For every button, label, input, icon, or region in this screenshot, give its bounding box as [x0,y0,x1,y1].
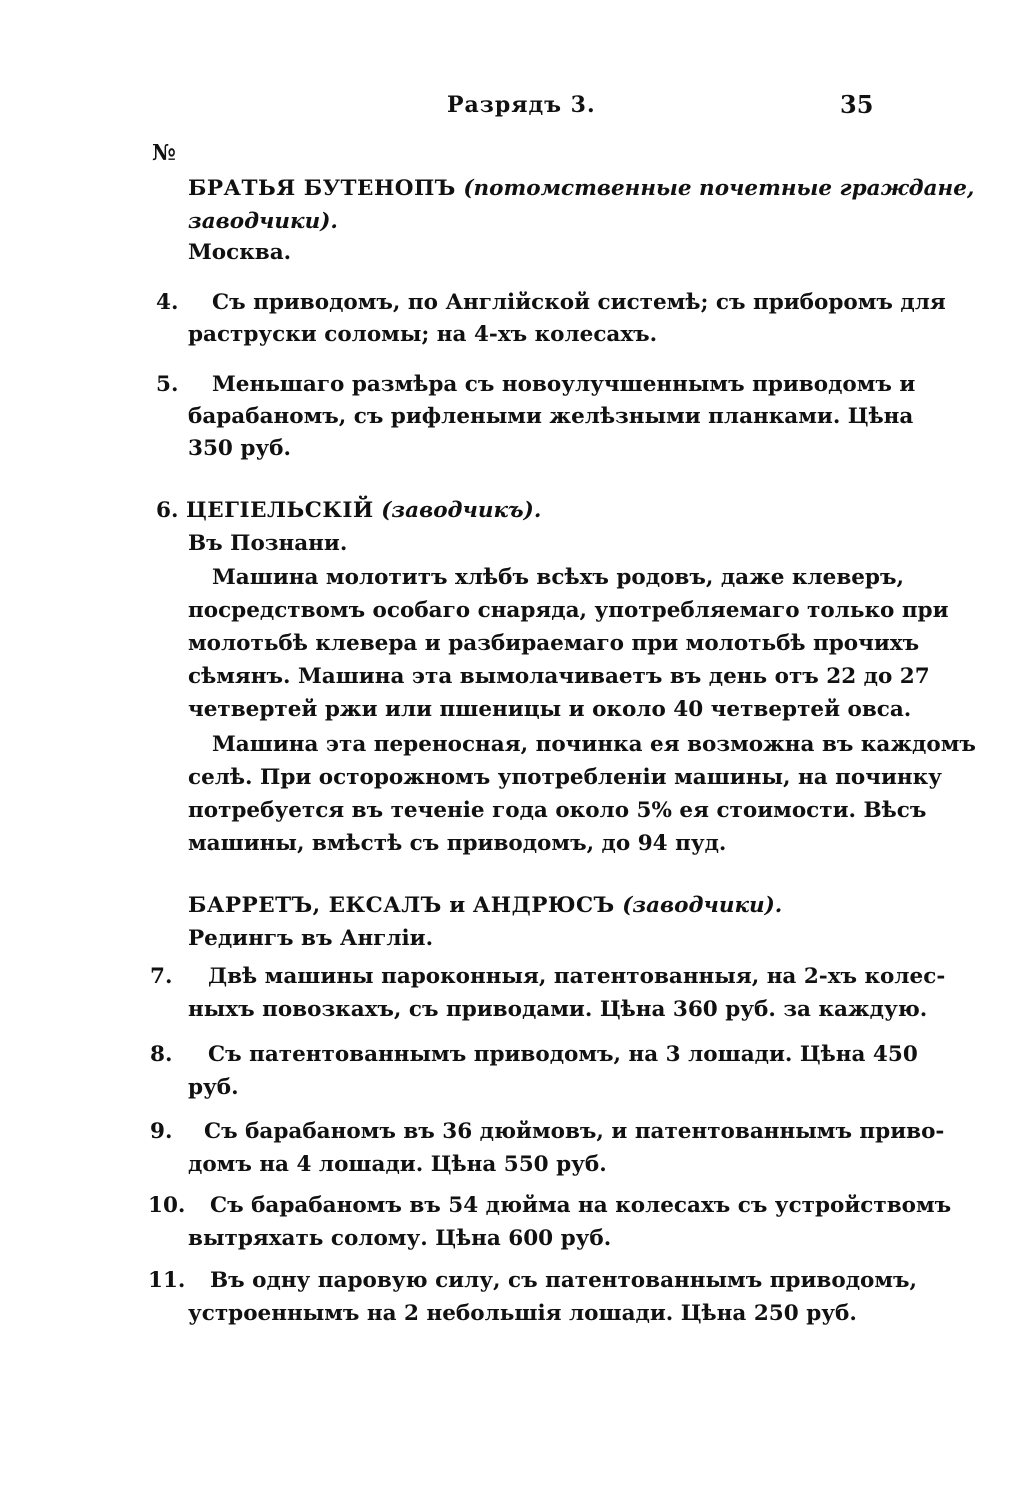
exhibitor-name: ЦЕГІЕЛЬСКІЙ [186,498,374,523]
item-text-line: Съ барабаномъ въ 54 дюйма на колесахъ съ устройствомъ [210,1193,952,1218]
exhibitor-description: (заводчикъ). [381,498,542,523]
paragraph-line: Машина молотитъ хлѣбъ всѣхъ родовъ, даже клеверъ, [212,565,904,590]
item-number: 10. [148,1193,186,1218]
item-text-line: домъ на 4 лошади. Цѣна 550 руб. [188,1152,607,1177]
item-text-line: вытряхать солому. Цѣна 600 руб. [188,1226,612,1251]
exhibitor-heading-butenop [188,176,974,201]
number-sign: № [152,140,176,166]
exhibitor-location: Редингъ въ Англіи. [188,926,434,951]
exhibitor-location: Въ Познани. [188,531,348,556]
item-text-line: раструски соломы; на 4-хъ колесахъ. [188,322,658,347]
exhibitor-heading-barrett [188,893,782,918]
paragraph-line: потребуется въ теченіе года около 5% ея стоимости. Вѣсъ [188,798,927,823]
item-number: 11. [148,1268,186,1293]
exhibitor-name: БРАТЬЯ БУТЕНОПЪ [188,176,456,201]
exhibitor-description: (потомственные почетные граждане, [463,176,975,201]
running-header: Разрядъ 3. [447,92,596,118]
paragraph-line: молотьбѣ клевера и разбираемаго при молотьбѣ прочихъ [188,631,920,656]
item-text-line: Въ одну паровую силу, съ патентованнымъ приводомъ, [210,1268,918,1293]
item-text-line: устроеннымъ на 2 небольшія лошади. Цѣна 250 руб. [188,1301,857,1326]
item-number: 8. [150,1042,173,1067]
page-number: 35 [840,90,874,119]
item-text-line: руб. [188,1075,239,1100]
paragraph-line: Машина эта переносная, починка ея возможна въ каждомъ [212,732,976,757]
item-text-line: ныхъ повозкахъ, съ приводами. Цѣна 360 руб. за каждую. [188,997,928,1022]
item-number: 9. [150,1119,173,1144]
item-text-line: Меньшаго размѣра съ новоулучшеннымъ приводомъ и [212,372,916,397]
item-number: 5. [156,372,179,397]
exhibitor-location: Москва. [188,240,292,265]
paragraph-line: сѣмянъ. Машина эта вымолачиваетъ въ день отъ 22 до 27 [188,664,930,689]
item-text-line: Съ патентованнымъ приводомъ, на 3 лошади. Цѣна 450 [208,1042,918,1067]
item-text-line: Съ приводомъ, по Англійской системѣ; съ приборомъ для [212,290,946,315]
item-text-line: 350 руб. [188,436,291,461]
conjunction: и [449,893,466,918]
item-text-line: Двѣ машины пароконныя, патентованныя, на 2-хъ колес- [208,964,946,989]
paragraph-line: селѣ. При осторожномъ употребленіи машины, на починку [188,765,942,790]
item-text-line: барабаномъ, съ рифлеными желѣзными планками. Цѣна [188,404,914,429]
item-text-line: Съ барабаномъ въ 36 дюймовъ, и патентованнымъ приво- [204,1119,945,1144]
exhibitor-name: БАРРЕТЪ, ЕКСАЛЪ [188,893,442,918]
exhibitor-description-cont: заводчики). [188,209,338,234]
paragraph-line: посредствомъ особаго снаряда, употребляемаго только при [188,598,949,623]
paragraph-line: машины, вмѣстѣ съ приводомъ, до 94 пуд. [188,831,727,856]
item-number: 7. [150,964,173,989]
item-number: 6. [156,498,179,523]
paragraph-line: четвертей ржи или пшеницы и около 40 четвертей овса. [188,697,912,722]
item-number: 4. [156,290,179,315]
exhibitor-heading-cegielski [186,498,541,523]
exhibitor-name: АНДРЮСЪ [472,893,615,918]
exhibitor-description: (заводчики). [622,893,783,918]
